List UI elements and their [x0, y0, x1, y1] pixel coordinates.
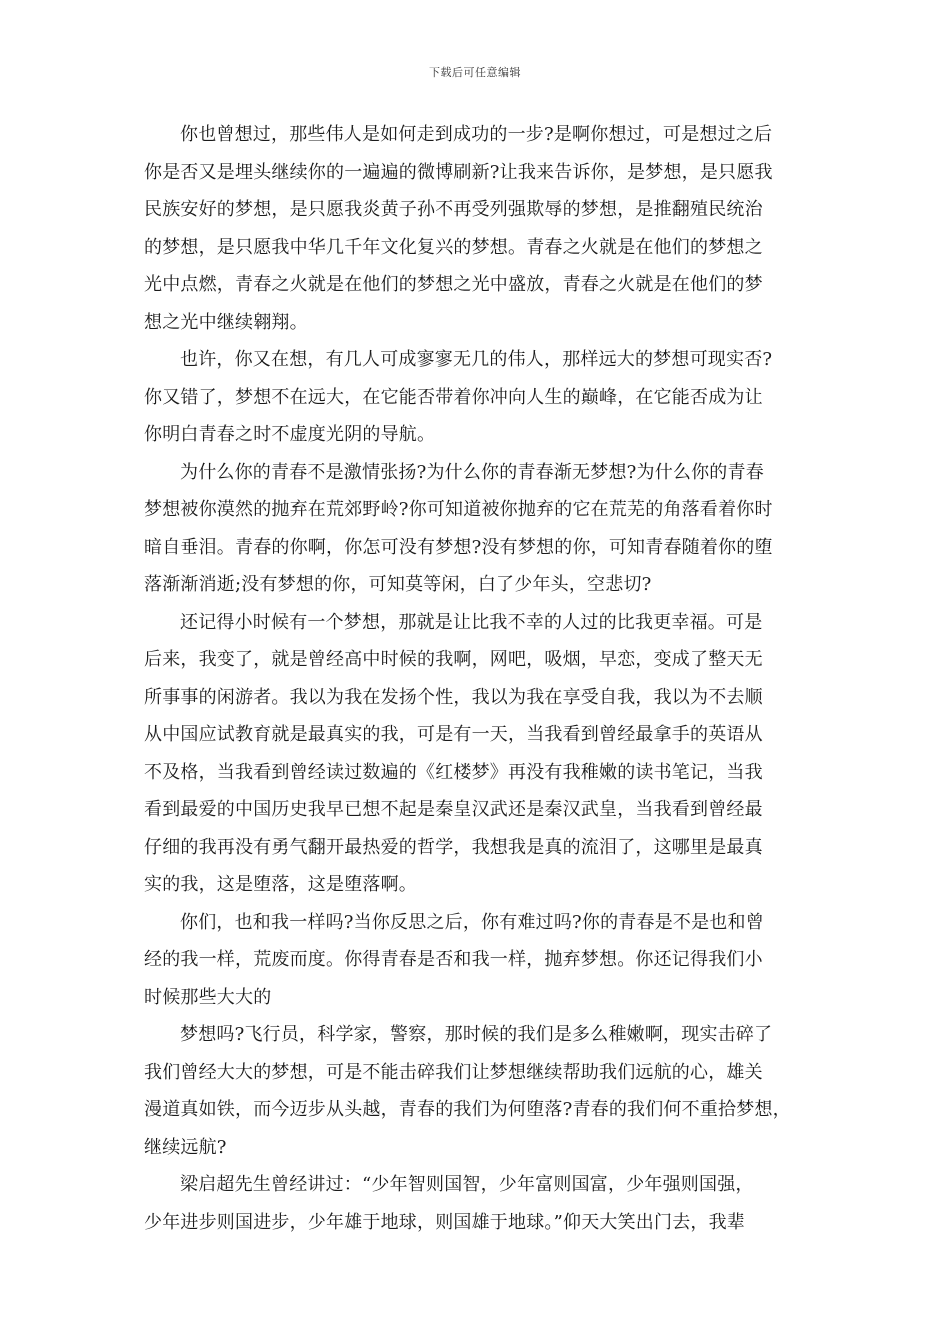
text-line: 后来，我变了，就是曾经高中时候的我啊，网吧，吸烟，早恋，变成了整天无	[144, 649, 763, 670]
text-line: 经的我一样，荒废而度。你得青春是否和我一样，抛弃梦想。你还记得我们小	[144, 949, 763, 970]
text-line: 暗自垂泪。青春的你啊，你怎可没有梦想?没有梦想的你，可知青春随着你的堕	[144, 536, 773, 558]
text-line: 民族安好的梦想，是只愿我炎黄子孙不再受列强欺辱的梦想，是推翻殖民统治	[144, 199, 763, 220]
text-line: 梦想吗?飞行员，科学家，警察，那时候的我们是多么稚嫩啊，现实击碎了	[180, 1024, 773, 1045]
text-line: 漫道真如铁，而今迈步从头越，青春的我们为何堕落?青春的我们何不重拾梦想，	[144, 1099, 791, 1120]
text-line: 想之光中继续翱翔。	[144, 311, 308, 333]
text-line: 你明白青春之时不虚度光阴的导航。	[144, 424, 436, 445]
text-line: 从中国应试教育就是最真实的我，可是有一天，当我看到曾经最拿手的英语从	[144, 724, 763, 745]
text-line: 落渐渐消逝;没有梦想的你，可知莫等闲，白了少年头，空悲切?	[144, 574, 652, 595]
text-line: 梦想被你漠然的抛弃在荒郊野岭?你可知道被你抛弃的它在荒芜的角落看着你时	[144, 499, 773, 520]
text-line: 看到最爱的中国历史我早已想不起是秦皇汉武还是秦汉武皇，当我看到曾经最	[144, 799, 763, 820]
text-line: 也许，你又在想，有几人可成寥寥无几的伟人，那样远大的梦想可现实否?	[180, 349, 773, 370]
text-line: 为什么你的青春不是激情张扬?为什么你的青春渐无梦想?为什么你的青春	[180, 461, 764, 483]
text-line: 所事事的闲游者。我以为我在发扬个性，我以为我在享受自我，我以为不去顺	[144, 686, 763, 708]
text-line: 梁启超先生曾经讲过：“少年智则国智，少年富则国富，少年强则国强，	[180, 1174, 754, 1195]
text-line: 光中点燃，青春之火就是在他们的梦想之光中盛放，青春之火就是在他们的梦	[144, 274, 763, 295]
page-header: 下载后可任意编辑	[429, 66, 521, 79]
text-line: 我们曾经大大的梦想，可是不能击碎我们让梦想继续帮助我们远航的心，雄关	[144, 1061, 763, 1083]
text-line: 仔细的我再没有勇气翻开最热爱的哲学，我想我是真的流泪了，这哪里是最真	[144, 836, 763, 858]
text-line: 少年进步则国进步，少年雄于地球，则国雄于地球。”仰天大笑出门去，我辈	[144, 1211, 745, 1233]
text-line: 还记得小时候有一个梦想，那就是让比我不幸的人过的比我更幸福。可是	[180, 611, 763, 633]
text-line: 你们，也和我一样吗?当你反思之后，你有难过吗?你的青春是不是也和曾	[180, 911, 764, 933]
document-body	[144, 116, 812, 1241]
text-line: 继续远航?	[144, 1136, 227, 1158]
text-line: 的梦想，是只愿我中华几千年文化复兴的梦想。青春之火就是在他们的梦想之	[144, 236, 763, 258]
text-line: 实的我，这是堕落，这是堕落啊。	[144, 874, 417, 895]
text-line: 你也曾想过，那些伟人是如何走到成功的一步?是啊你想过，可是想过之后	[180, 124, 773, 145]
text-line: 你又错了，梦想不在远大，在它能否带着你冲向人生的巅峰，在它能否成为让	[144, 386, 763, 408]
text-line: 你是否又是埋头继续你的一遍遍的微博刷新?让我来告诉你，是梦想，是只愿我	[144, 161, 773, 183]
text-line: 不及格，当我看到曾经读过数遍的《红楼梦》再没有我稚嫩的读书笔记，当我	[144, 761, 763, 783]
text-line: 时候那些大大的	[144, 986, 272, 1008]
